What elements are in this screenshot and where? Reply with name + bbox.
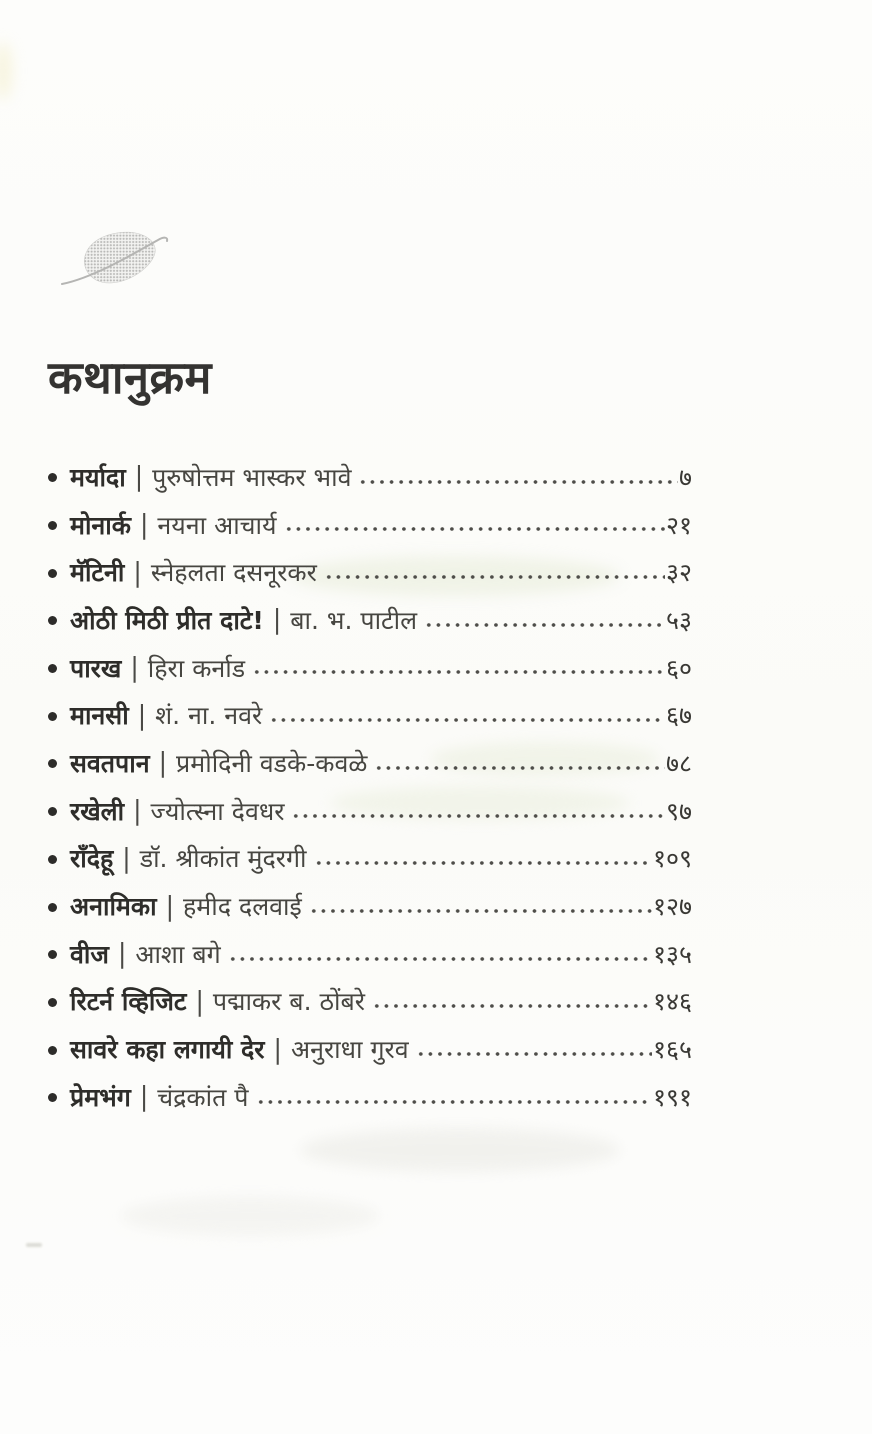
story-title: रखेली xyxy=(70,796,125,826)
bullet-icon xyxy=(48,521,57,530)
story-title: पारख xyxy=(70,653,122,683)
page-number: १६५ xyxy=(652,1035,692,1065)
story-title: मॅटिनी xyxy=(70,558,125,588)
author-name: हिरा कर्नाड xyxy=(147,653,246,683)
toc-entry xyxy=(48,644,692,692)
bullet-icon xyxy=(48,1093,57,1102)
story-title: वीज xyxy=(70,939,109,969)
page-number: १३५ xyxy=(652,939,692,969)
story-title: ओठी मिठी प्रीत दाटे! xyxy=(70,605,264,635)
author-name: आशा बगे xyxy=(135,939,221,969)
story-title: मोनार्क xyxy=(70,510,131,540)
page-number: ७ xyxy=(678,462,692,492)
scan-artifact xyxy=(300,1128,620,1172)
bullet-icon xyxy=(48,664,57,673)
author-name: अनुराधा गुरव xyxy=(290,1035,409,1065)
bullet-icon xyxy=(48,855,57,864)
author-name: नयना आचार्य xyxy=(157,510,277,540)
page-number: २१ xyxy=(665,510,692,540)
page-number: १४६ xyxy=(652,987,692,1017)
author-name: डॉ. श्रीकांत मुंदरगी xyxy=(139,844,307,874)
toc-entry xyxy=(48,548,692,596)
dot-leader xyxy=(256,1073,652,1121)
bullet-icon xyxy=(48,807,57,816)
story-title: अनामिका xyxy=(70,892,157,922)
author-name: शं. ना. नवरे xyxy=(155,701,263,731)
page-number: ९७ xyxy=(665,796,692,826)
separator: | xyxy=(158,747,168,779)
author-name: बा. भ. पाटील xyxy=(290,605,418,635)
separator: | xyxy=(195,986,204,1017)
dot-leader xyxy=(291,787,665,835)
dot-leader xyxy=(358,453,678,501)
page-number: १०९ xyxy=(652,844,692,874)
dot-leader xyxy=(424,596,665,644)
dot-leader xyxy=(372,978,652,1026)
scan-artifact xyxy=(0,42,12,100)
bullet-icon xyxy=(48,712,57,721)
separator: | xyxy=(133,795,142,826)
separator: | xyxy=(133,556,142,588)
scan-artifact xyxy=(26,1243,42,1247)
bullet-icon xyxy=(48,759,57,768)
toc-entry xyxy=(48,787,692,835)
separator: | xyxy=(139,509,149,540)
toc-entry xyxy=(48,501,692,549)
story-title: प्रेमभंग xyxy=(70,1082,131,1112)
bullet-icon xyxy=(48,1046,57,1055)
page-number: ३२ xyxy=(665,558,692,588)
author-name: ज्योत्स्ना देवधर xyxy=(150,796,285,826)
dot-leader xyxy=(252,644,665,692)
dot-leader xyxy=(269,691,665,739)
toc-entry xyxy=(48,596,692,644)
author-name: प्रमोदिनी वडके-कवळे xyxy=(176,748,368,778)
dot-leader xyxy=(324,548,665,596)
separator: | xyxy=(122,843,131,874)
page-title: कथानुक्रम xyxy=(48,351,212,404)
story-title: मर्यादा xyxy=(70,462,126,492)
dot-leader xyxy=(374,739,665,787)
page-number: ६० xyxy=(665,653,692,683)
toc-entry xyxy=(48,882,692,930)
toc-entry xyxy=(48,930,692,978)
dot-leader xyxy=(228,930,652,978)
story-title: सावरे कहा लगायी देर xyxy=(70,1035,265,1065)
dot-leader xyxy=(314,835,652,883)
separator: | xyxy=(165,890,174,922)
toc-entry xyxy=(48,835,692,883)
toc-entry xyxy=(48,453,692,501)
bullet-icon xyxy=(48,950,57,959)
author-name: स्नेहलता दसनूरकर xyxy=(150,558,317,588)
separator: | xyxy=(134,461,144,493)
story-title: राँदेहू xyxy=(70,844,114,874)
toc-entry xyxy=(48,1025,692,1073)
toc-entry xyxy=(48,1073,692,1121)
bullet-icon xyxy=(48,616,57,625)
bullet-icon xyxy=(48,473,57,482)
story-title: रिटर्न व्हिजिट xyxy=(70,987,187,1017)
page-number: ५३ xyxy=(665,605,692,635)
separator: | xyxy=(273,1033,282,1065)
toc-entry xyxy=(48,739,692,787)
bullet-icon xyxy=(48,903,57,912)
page-number: १२७ xyxy=(652,892,692,922)
author-name: पद्माकर ब. ठोंबरे xyxy=(212,987,365,1017)
scan-artifact xyxy=(120,1196,380,1236)
separator: | xyxy=(117,938,127,969)
story-title: मानसी xyxy=(70,701,129,731)
dot-leader xyxy=(416,1025,652,1073)
dot-leader xyxy=(284,501,665,549)
page-number: १९१ xyxy=(652,1082,692,1112)
bullet-icon xyxy=(48,569,57,578)
toc-entry xyxy=(48,691,692,739)
story-title: सवतपान xyxy=(70,748,150,778)
page-number: ६७ xyxy=(665,701,692,731)
separator: | xyxy=(137,700,147,731)
author-name: पुरुषोत्तम भास्कर भावे xyxy=(152,462,352,492)
page-number: ७८ xyxy=(665,748,692,778)
peepal-leaf-icon xyxy=(58,218,176,294)
toc-entry xyxy=(48,978,692,1026)
toc-list xyxy=(48,453,692,1121)
separator: | xyxy=(139,1081,149,1113)
author-name: चंद्रकांत पै xyxy=(157,1082,249,1112)
author-name: हमीद दलवाई xyxy=(183,892,302,922)
bullet-icon xyxy=(48,998,57,1007)
separator: | xyxy=(130,652,139,683)
separator: | xyxy=(272,604,282,636)
dot-leader xyxy=(309,882,652,930)
